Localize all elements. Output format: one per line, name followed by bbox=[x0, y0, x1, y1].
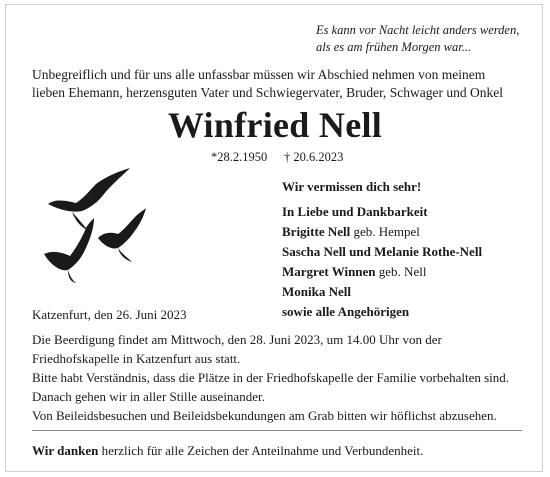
mourner-3: Margret Winnen geb. Nell bbox=[282, 264, 427, 279]
birth-date: *28.2.1950 bbox=[211, 150, 268, 164]
death-date: † 20.6.2023 bbox=[284, 150, 344, 164]
mourners-heading: In Liebe und Dankbarkeit bbox=[282, 204, 428, 219]
info-line-3: Bitte habt Verständnis, dass die Plätze in der Friedhofskapelle der Familie vorbehalten sind. bbox=[32, 370, 510, 385]
mourner-4: Monika Nell bbox=[282, 284, 351, 299]
birds-icon bbox=[42, 168, 152, 283]
info-line-5: Von Beileidsbesuchen und Beileidsbekundungen am Grab bitten wir höflichst abzusehen. bbox=[32, 408, 497, 423]
mourner-2: Sascha Nell und Melanie Rothe-Nell bbox=[282, 244, 483, 259]
intro-line-2: lieben Ehemann, herzensguten Vater und Schwiegervater, Bruder, Schwager und Onkel bbox=[32, 85, 504, 100]
mourner-1: Brigitte Nell geb. Hempel bbox=[282, 224, 420, 239]
thanks-line: Wir danken herzlich für alle Zeichen der Anteilnahme und Verbundenheit. bbox=[32, 443, 424, 458]
deceased-name: Winfried Nell bbox=[167, 105, 383, 145]
divider-rule bbox=[32, 430, 522, 431]
quote-line-1: Es kann vor Nacht leicht anders werden, bbox=[316, 23, 520, 37]
intro-line-1: Unbegreiflich und für uns alle unfassbar müssen wir Abschied nehmen von meinem bbox=[32, 67, 486, 82]
quote-line-2: als es am frühen Morgen war... bbox=[316, 40, 472, 54]
info-line-1: Die Beerdigung findet am Mittwoch, den 28. Juni 2023, um 14.00 Uhr von der bbox=[32, 332, 442, 347]
info-line-4: Danach gehen wir in aller Stille auseinander. bbox=[32, 389, 265, 404]
place-date: Katzenfurt, den 26. Juni 2023 bbox=[32, 307, 187, 322]
message: Wir vermissen dich sehr! bbox=[282, 179, 422, 194]
info-line-2: Friedhofskapelle in Katzenfurt aus statt. bbox=[32, 351, 241, 366]
mourner-5: sowie alle Angehörigen bbox=[282, 304, 410, 319]
